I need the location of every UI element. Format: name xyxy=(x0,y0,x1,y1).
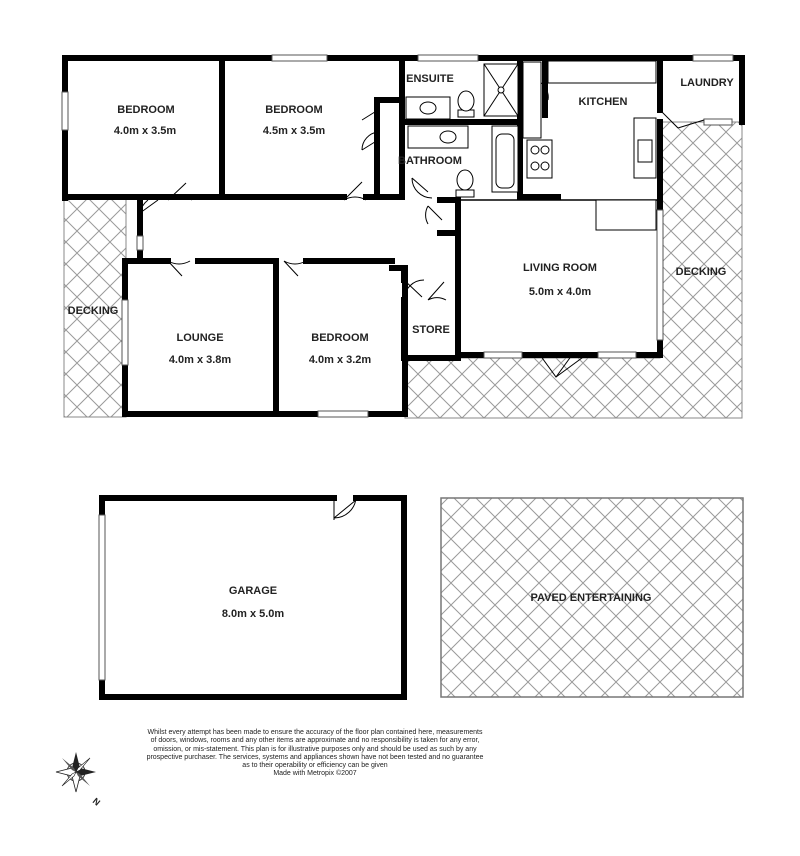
fixtures xyxy=(406,61,656,230)
room-label-living-room: LIVING ROOM xyxy=(523,262,597,274)
window xyxy=(137,236,143,250)
sink xyxy=(638,140,652,162)
window xyxy=(418,55,478,61)
compass-icon xyxy=(56,752,102,808)
window xyxy=(122,300,128,365)
window xyxy=(272,55,327,61)
door xyxy=(428,282,446,300)
door xyxy=(168,261,190,276)
door xyxy=(344,182,366,200)
window xyxy=(657,210,663,340)
room-label-bathroom: BATHROOM xyxy=(398,155,462,167)
compass-north-label: N xyxy=(90,795,103,808)
room-size-living-room: 5.0m x 4.0m xyxy=(528,286,592,298)
garage xyxy=(99,498,404,697)
room-label-decking-left: DECKING xyxy=(67,305,119,317)
kitchen-bench xyxy=(523,62,541,138)
window xyxy=(598,352,636,358)
disclaimer-line: omission, or mis-statement. This plan is for illustrative purposes only and should be used as such by any xyxy=(153,745,477,753)
kitchen-island xyxy=(596,200,656,230)
door xyxy=(426,206,442,224)
room-label-decking-right: DECKING xyxy=(675,266,727,278)
room-size-garage: 8.0m x 5.0m xyxy=(221,608,285,620)
room-label-bedroom-1: BEDROOM xyxy=(117,104,175,116)
door xyxy=(284,261,306,276)
room-size-bedroom-2: 4.5m x 3.5m xyxy=(262,125,326,137)
room-size-lounge: 4.0m x 3.8m xyxy=(168,354,232,366)
door xyxy=(412,178,432,198)
disclaimer-line: as to their operability or efficiency can be given xyxy=(242,762,388,770)
cooktop xyxy=(527,140,552,178)
toilet xyxy=(456,190,474,197)
room-label-bedroom-3: BEDROOM xyxy=(311,332,369,344)
disclaimer-line: prospective purchaser. The services, systems and appliances shown have not been tested and no guarantee xyxy=(146,753,484,761)
window xyxy=(693,55,733,61)
window xyxy=(62,92,68,130)
room-label-garage: GARAGE xyxy=(228,585,278,597)
room-label-paved-entertaining: PAVED ENTERTAINING xyxy=(530,592,652,604)
room-label-laundry: LAUNDRY xyxy=(680,77,734,89)
room-label-lounge: LOUNGE xyxy=(176,332,224,344)
disclaimer-line: of doors, windows, rooms and any other items are approximate and no responsibility is taken for any error, xyxy=(150,737,480,745)
room-size-bedroom-3: 4.0m x 3.2m xyxy=(308,354,372,366)
window xyxy=(704,119,732,125)
room-size-bedroom-1: 4.0m x 3.5m xyxy=(113,125,177,137)
disclaimer xyxy=(100,729,530,779)
kitchen-bench xyxy=(548,61,656,83)
window xyxy=(484,352,522,358)
disclaimer-line: Made with Metropix ©2007 xyxy=(273,770,357,778)
room-label-store: STORE xyxy=(412,324,450,336)
vanity xyxy=(408,126,468,148)
room-label-bedroom-2: BEDROOM xyxy=(265,104,323,116)
disclaimer-line: Whilst every attempt has been made to ensure the accuracy of the floor plan contained here, measurements xyxy=(147,729,483,736)
room-label-ensuite: ENSUITE xyxy=(406,73,454,85)
window xyxy=(318,411,368,417)
door xyxy=(334,498,356,518)
room-label-kitchen: KITCHEN xyxy=(578,96,628,108)
